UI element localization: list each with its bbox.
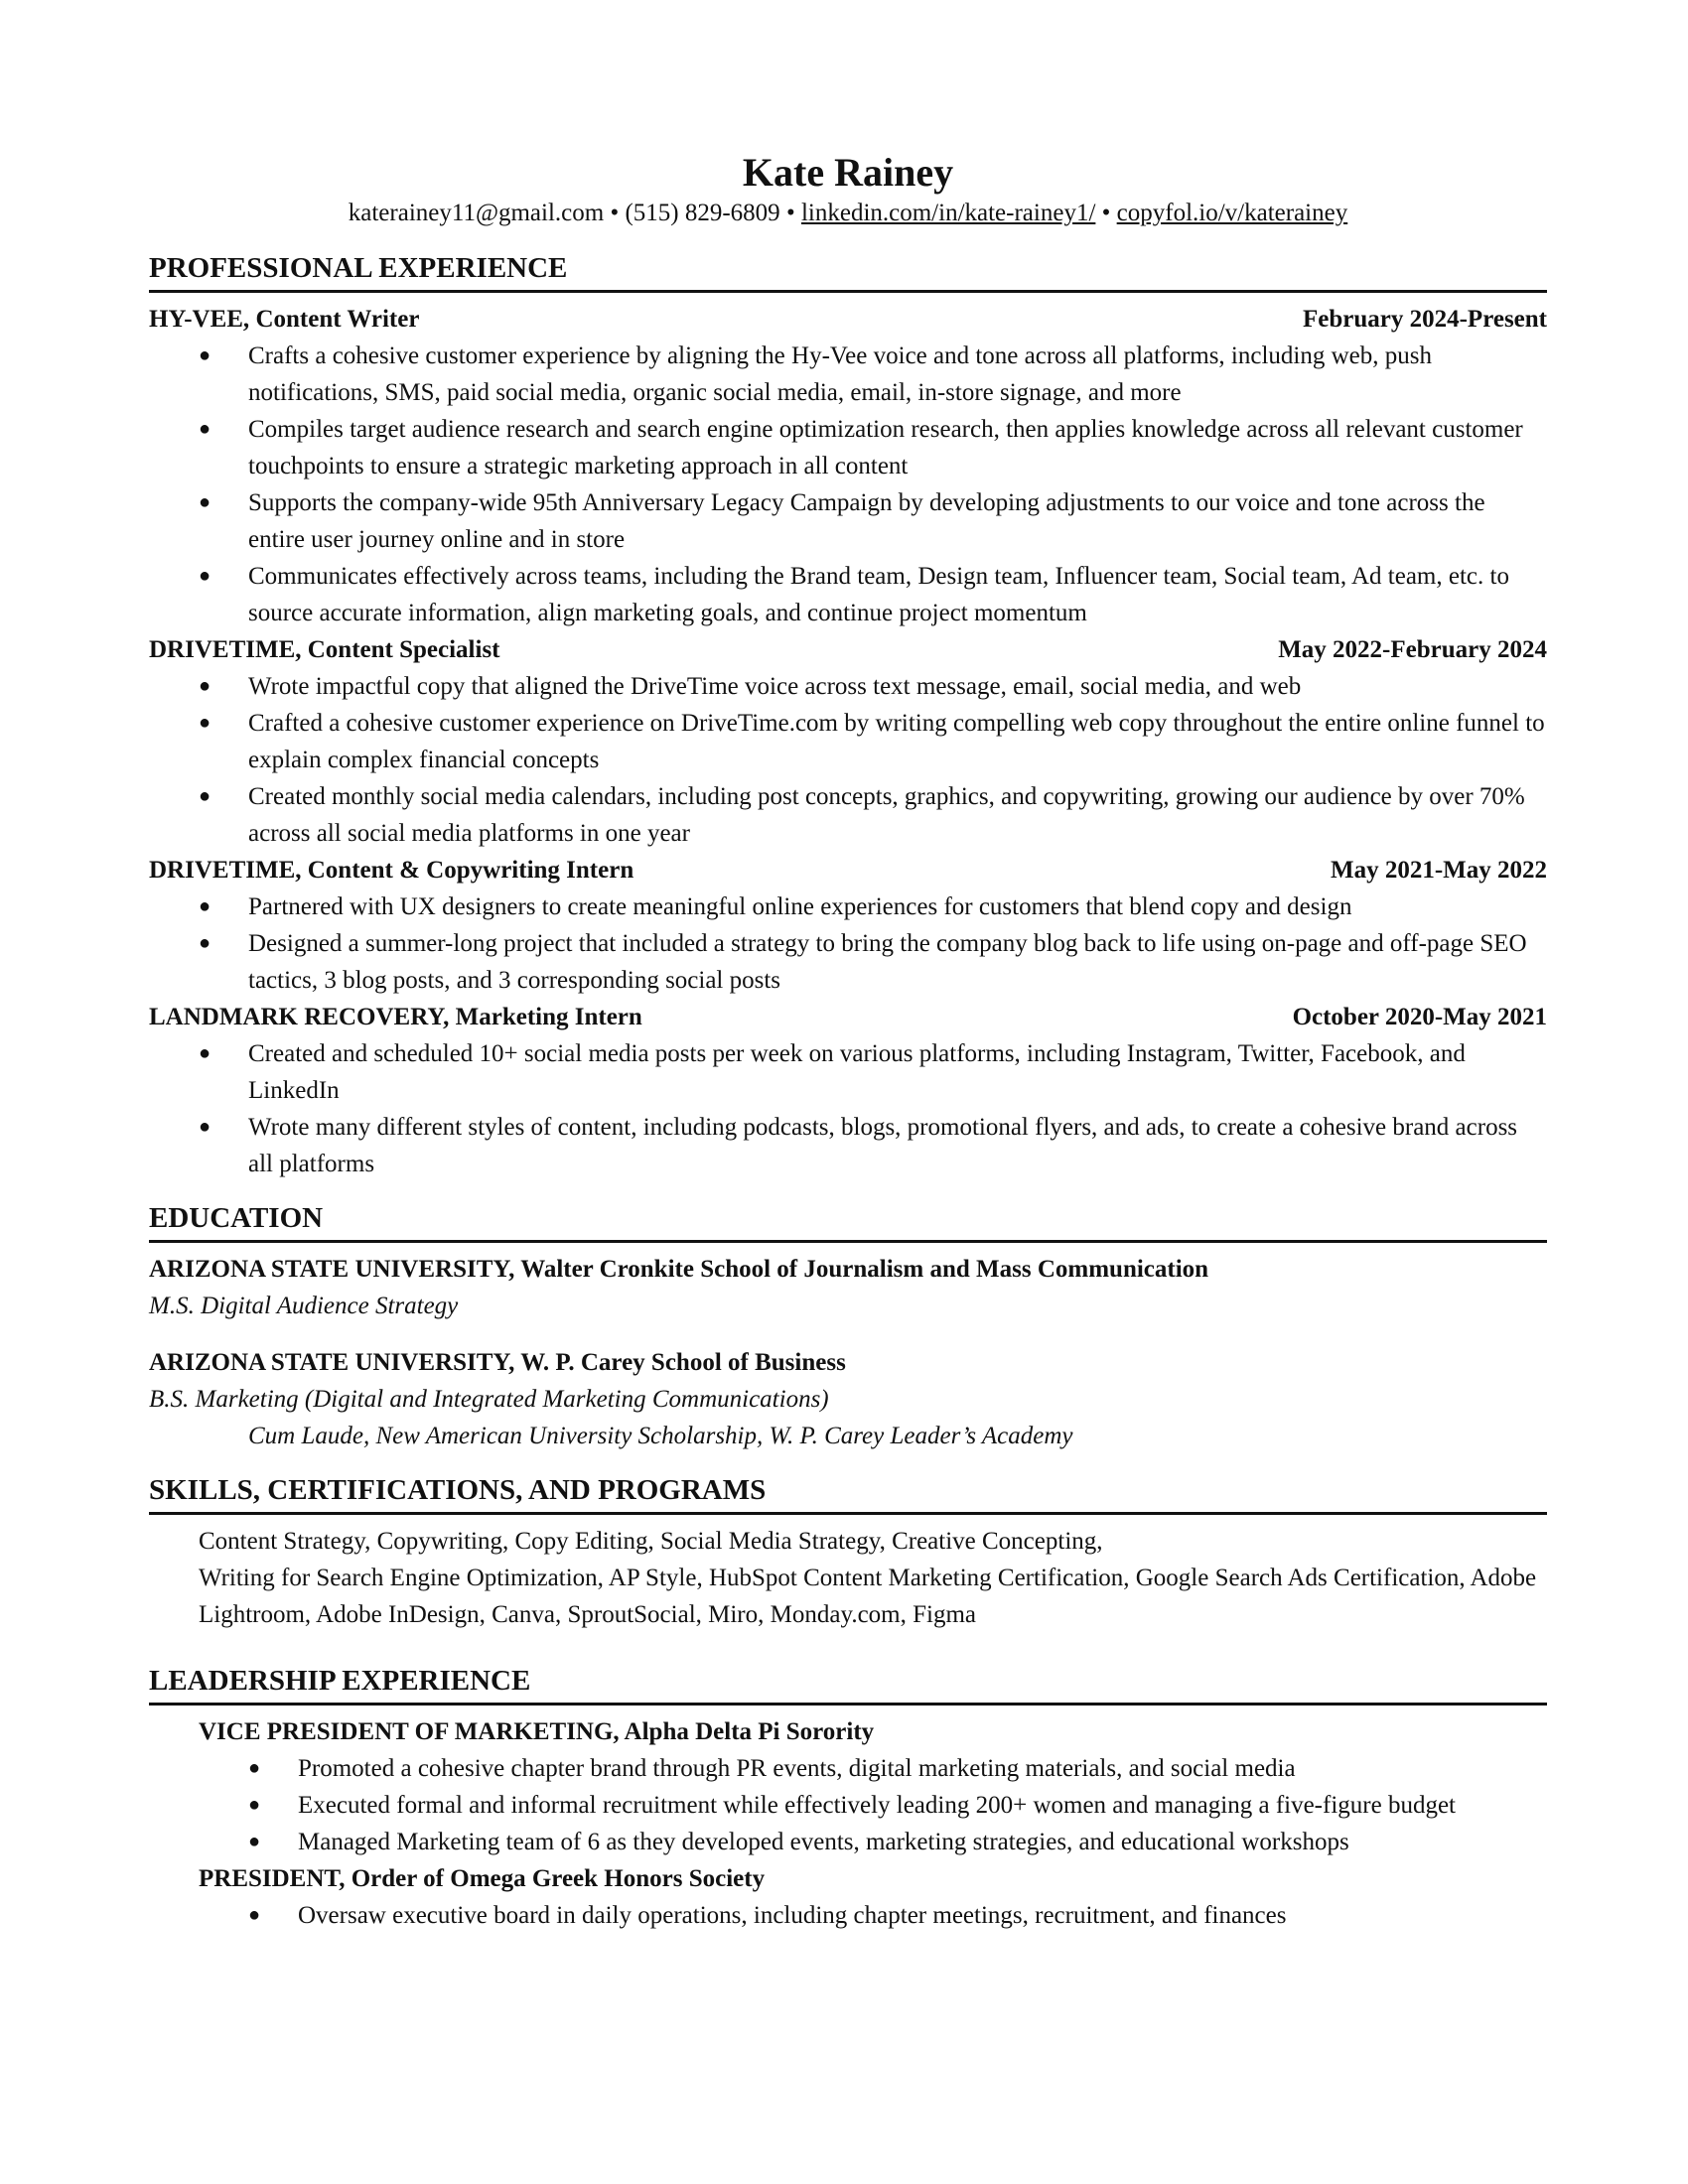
list-item — [199, 778, 1547, 852]
job-header — [149, 631, 1547, 668]
section-title: PROFESSIONAL EXPERIENCE — [149, 250, 1547, 293]
job-dates: May 2021-May 2022 — [1330, 857, 1547, 884]
email-text: katerainey11@gmail.com — [348, 200, 605, 226]
bullet-icon: ● — [199, 1116, 211, 1138]
bullet-icon: ● — [199, 491, 211, 513]
list-item — [199, 484, 1547, 558]
bullet-icon: ● — [199, 675, 211, 697]
skills-line: Writing for Search Engine Optimization, AP Style, HubSpot Content Marketing Certification, Google Search Ads Certification, Adobe Lightroom, Adobe InDesign, Canva, SproutSocial, Miro, Monday.com, Figma — [199, 1565, 1537, 1628]
bullet-text: Executed formal and informal recruitment while effectively leading 200+ women and managing a five-figure budget — [298, 1792, 1456, 1819]
list-item — [199, 558, 1547, 631]
role-name: Content & Copywriting Intern — [301, 857, 634, 884]
bullet-icon: ● — [199, 418, 211, 440]
job-dates: October 2020-May 2021 — [1292, 1004, 1547, 1030]
job-dates: February 2024-Present — [1302, 306, 1547, 333]
job-title — [149, 999, 642, 1035]
bullet-text: Crafted a cohesive customer experience on DriveTime.com by writing compelling web copy throughout the entire online funnel to explain complex financial concepts — [248, 710, 1545, 773]
bullet-text: Wrote many different styles of content, including podcasts, blogs, promotional flyers, and ads, to create a cohesive brand across all platforms — [248, 1114, 1518, 1177]
candidate-name: Kate Rainey — [742, 150, 954, 195]
job-bullets — [149, 668, 1547, 852]
job-title — [149, 631, 500, 668]
professional-experience-section — [149, 250, 1547, 1182]
bullet-text: Created and scheduled 10+ social media posts per week on various platforms, including Instagram, Twitter, Facebook, and LinkedIn — [248, 1040, 1466, 1104]
bullet-text: Designed a summer-long project that included a strategy to bring the company blog back to life using on-page and off-page SEO tactics, 3 blog posts, and 3 corresponding social posts — [248, 930, 1527, 994]
list-item — [199, 668, 1547, 705]
leadership-section — [149, 1663, 1547, 1934]
bullet-text: Crafts a cohesive customer experience by aligning the Hy-Vee voice and tone across all platforms, including web, push notifications, SMS, paid social media, organic social media, email, in-store signage, and more — [248, 342, 1432, 406]
education-entry — [149, 1344, 1547, 1454]
list-item — [248, 1897, 1547, 1934]
resume-page — [149, 149, 1547, 1934]
list-item — [248, 1787, 1547, 1824]
job-dates: May 2022-February 2024 — [1278, 636, 1547, 663]
list-item — [199, 411, 1547, 484]
school-name: ARIZONA STATE UNIVERSITY, W. P. Carey School of Business — [149, 1349, 846, 1376]
degree-name: B.S. Marketing (Digital and Integrated Marketing Communications) — [149, 1386, 829, 1413]
education-entry — [149, 1251, 1547, 1324]
bullet-icon: ● — [199, 895, 211, 917]
role-name: Content Specialist — [301, 636, 500, 663]
list-item — [199, 1035, 1547, 1109]
company-name: DRIVETIME, — [149, 636, 302, 663]
list-item — [199, 1109, 1547, 1182]
list-item — [199, 338, 1547, 411]
bullet-text: Supports the company-wide 95th Anniversary Legacy Campaign by developing adjustments to our voice and tone across the entire user journey online and in store — [248, 489, 1485, 553]
honors-text: Cum Laude, New American University Scholarship, W. P. Carey Leader’s Academy — [248, 1423, 1073, 1449]
skills-line: Content Strategy, Copywriting, Copy Editing, Social Media Strategy, Creative Concepting, — [199, 1528, 1103, 1555]
skills-section — [149, 1472, 1547, 1633]
degree-name: M.S. Digital Audience Strategy — [149, 1293, 459, 1319]
role-name: Content Writer — [249, 306, 420, 333]
job-title — [149, 852, 633, 888]
job-bullets — [149, 1035, 1547, 1182]
bullet-icon: ● — [199, 565, 211, 587]
bullet-icon: ● — [199, 344, 211, 366]
leadership-bullets — [149, 1750, 1547, 1860]
bullet-text: Promoted a cohesive chapter brand through PR events, digital marketing materials, and social media — [298, 1755, 1296, 1782]
bullet-icon: ● — [199, 712, 211, 734]
bullet-text: Partnered with UX designers to create meaningful online experiences for customers that blend copy and design — [248, 893, 1352, 920]
education-section — [149, 1200, 1547, 1454]
section-title: EDUCATION — [149, 1200, 1547, 1243]
bullet-text: Wrote impactful copy that aligned the DriveTime voice across text message, email, social media, and web — [248, 673, 1302, 700]
job-header — [149, 999, 1547, 1035]
company-name: LANDMARK RECOVERY, — [149, 1004, 450, 1030]
job-header — [149, 301, 1547, 338]
bullet-text: Managed Marketing team of 6 as they developed events, marketing strategies, and educational workshops — [298, 1829, 1349, 1855]
list-item — [199, 925, 1547, 999]
separator: • — [1095, 200, 1117, 226]
portfolio-link[interactable]: copyfol.io/v/katerainey — [1116, 200, 1348, 226]
linkedin-link[interactable]: linkedin.com/in/kate-rainey1/ — [800, 200, 1096, 226]
leadership-list — [149, 1713, 1547, 1934]
jobs-list — [149, 301, 1547, 1182]
job-bullets — [149, 888, 1547, 999]
school-name: ARIZONA STATE UNIVERSITY, Walter Cronkite School of Journalism and Mass Communication — [149, 1256, 1209, 1283]
job-title — [149, 301, 419, 338]
bullet-icon: ● — [199, 785, 211, 807]
list-item — [248, 1824, 1547, 1860]
leadership-role-title: PRESIDENT, Order of Omega Greek Honors Society — [199, 1865, 766, 1892]
skills-list — [149, 1523, 1547, 1633]
bullet-icon: ● — [248, 1794, 261, 1816]
list-item — [248, 1750, 1547, 1787]
section-title: LEADERSHIP EXPERIENCE — [149, 1663, 1547, 1706]
section-title: SKILLS, CERTIFICATIONS, AND PROGRAMS — [149, 1472, 1547, 1515]
bullet-text: Communicates effectively across teams, including the Brand team, Design team, Influencer team, Social team, Ad team, etc. to source accurate information, align marketing goals, and continue project momentum — [248, 563, 1509, 626]
separator: • — [779, 200, 801, 226]
company-name: DRIVETIME, — [149, 857, 302, 884]
list-item — [199, 888, 1547, 925]
bullet-icon: ● — [199, 932, 211, 954]
company-name: HY-VEE, — [149, 306, 250, 333]
phone-text: (515) 829-6809 — [625, 200, 780, 226]
leadership-role-title: VICE PRESIDENT OF MARKETING, Alpha Delta Pi Sorority — [199, 1718, 875, 1745]
bullet-icon: ● — [248, 1831, 261, 1852]
bullet-text: Oversaw executive board in daily operations, including chapter meetings, recruitment, and finances — [298, 1902, 1287, 1929]
separator: • — [604, 200, 626, 226]
job-bullets — [149, 338, 1547, 631]
bullet-icon: ● — [248, 1904, 261, 1926]
bullet-icon: ● — [248, 1757, 261, 1779]
job-header — [149, 852, 1547, 888]
bullet-text: Created monthly social media calendars, including post concepts, graphics, and copywriting, growing our audience by over 70% across all social media platforms in one year — [248, 783, 1525, 847]
bullet-text: Compiles target audience research and search engine optimization research, then applies knowledge across all relevant customer touchpoints to ensure a strategic marketing approach in all content — [248, 416, 1523, 479]
role-name: Marketing Intern — [449, 1004, 642, 1030]
list-item — [199, 705, 1547, 778]
bullet-icon: ● — [199, 1042, 211, 1064]
contact-line — [149, 197, 1547, 230]
leadership-bullets — [149, 1897, 1547, 1934]
